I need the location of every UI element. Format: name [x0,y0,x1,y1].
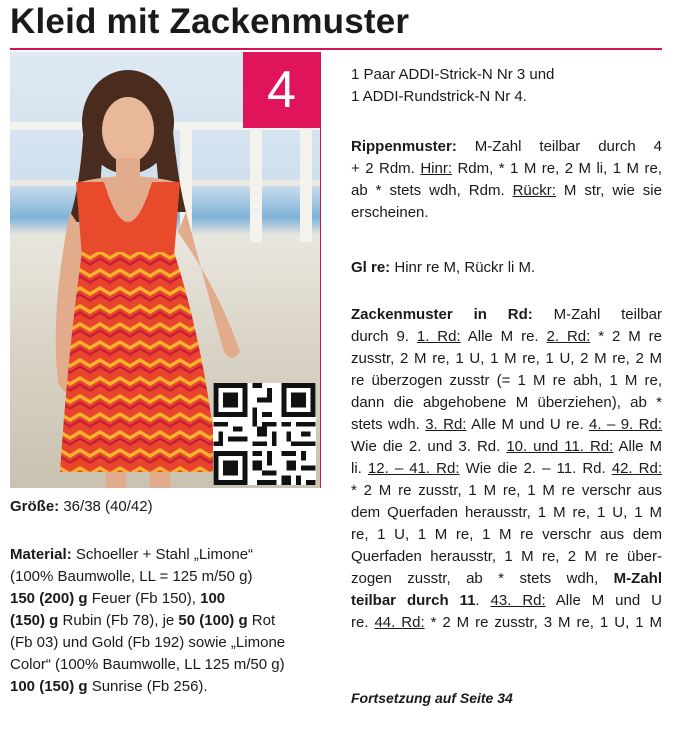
amount-rubin-2: (150) g [10,612,59,629]
needles-info [351,64,662,108]
material-label: Material: [10,546,72,563]
rib-label: Rippenmuster: [351,138,457,155]
qr-code [213,383,316,485]
column-divider [320,52,321,488]
continuation-note: Fortsetzung auf Seite 34 [351,690,513,706]
amount-rubin-1: 100 [200,590,226,607]
material-line-6: (Fb 03) und Gold (Fb 192) sowie „Limone [10,634,286,651]
size-info [10,496,320,518]
material-line-5: Rot [247,612,276,629]
material-line-7: Color“ (100% Baumwolle, LL 125 m/50 g) [10,656,285,673]
amount-rot: 50 (100) g [178,612,248,629]
page-title: Kleid mit Zackenmuster [10,2,410,41]
gl-label: Gl re: [351,259,391,276]
stockinette-pattern [351,257,662,279]
amount-feuer: 150 (200) g [10,590,88,607]
size-label: Größe: [10,498,60,515]
material-line-8: Sunrise (Fb 256). [87,678,208,695]
zigzag-label: Zackenmuster in Rd: [351,306,533,323]
zigzag-pattern: Zackenmuster in Rd: M-Zahl teilbar durch 9. 1. Rd: Alle M re. 2. Rd: * 2 M re zusstr, 2 M re, 1 U, 1 M re, 1 U, 2 M re, 2 M re überzogen zusstr (= 1 M re abh, 1 M re, dann die abgehobene M überziehen), ab * stets wdh. 3. Rd: Alle M und U re. 4. – 9. Rd: Wie die 2. und 3. Rd. 10. und 11. Rd: Alle M li. 12. – 41. Rd: Wie die 2. – 11. Rd. 42. Rd: * 2 M re zusstr, 1 M re, 1 M re verschr aus dem Querfaden herausstr, 1 M re, 1 U, 1 M re, 1 U, 1 M re, 1 M re verschr aus dem Querfaden herausstr, 1 M re, 2 M re über- zogen zusstr, ab * stets wdh, M-Zahl teilbar durch 11. 43. Rd: Alle M und U re. 44. Rd: * 2 M re zusstr, 3 M re, 1 U, 1 M [351,306,663,631]
material-info [10,544,320,698]
needles-line-1: 1 Paar ADDI-Strick-N Nr 3 und [351,66,555,83]
material-line-1: Schoeller + Stahl „Limone“ [71,546,254,563]
gl-text: Hinr re M, Rückr li M. [390,259,536,276]
amount-sunrise: 100 (150) g [10,678,88,695]
size-value: 36/38 (40/42) [59,498,153,515]
material-line-2: (100% Baumwolle, LL = 125 m/50 g) [10,568,253,585]
material-line-3: Feuer (Fb 150), [91,590,201,607]
rib-pattern: Rippenmuster: M-Zahl teilbar durch 4 + 2 Rdm. Hinr: Rdm, * 1 M re, 2 M li, 1 M re, ab * stets wdh, Rdm. Rückr: M str, wie sie erscheinen. [351,138,662,221]
needles-line-2: 1 ADDI-Rundstrick-N Nr 4. [351,88,527,105]
qr-code-icon [213,383,316,485]
material-line-4: Rubin (Fb 78), je [62,612,179,629]
pattern-number-badge: 4 [243,52,320,128]
title-divider [10,48,662,50]
